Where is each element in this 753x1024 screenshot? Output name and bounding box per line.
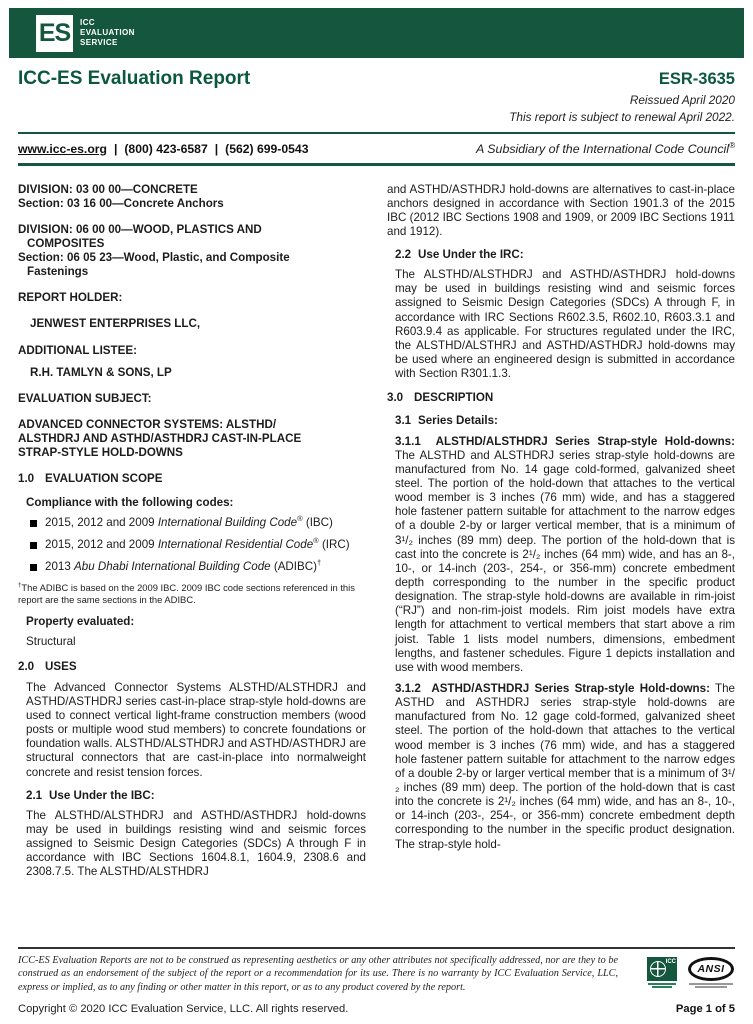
right-column	[387, 183, 735, 887]
section-2-2-heading: 2.2 Use Under the IRC:	[395, 248, 524, 262]
copyright-text: Copyright © 2020 ICC Evaluation Service, LLC. All rights reserved.	[18, 1003, 349, 1015]
masthead-bar	[9, 8, 744, 58]
evaluation-subject-value: ADVANCED CONNECTOR SYSTEMS: ALSTHD/ ALSTHDRJ AND ASTHD/ASTHDRJ CAST-IN-PLACE STRAP-STYLE HOLD-DOWNS	[18, 418, 302, 460]
es-logo-text: ES	[38, 19, 71, 47]
division-wood: DIVISION: 06 00 00—WOOD, PLASTICS AND COMPOSITES Section: 06 05 23—Wood, Plastic, and Composite Fastenings	[18, 222, 290, 279]
code-item-irc: 2015, 2012 and 2009 International Residential Code® (IRC)	[30, 538, 366, 552]
additional-listee-value: R.H. TAMLYN & SONS, LP	[30, 365, 172, 379]
section-3-1-1-paragraph: 3.1.1 ALSTHD/ALSTHDRJ Series Strap-style Hold-downs: The ALSTHD and ALSTHDRJ series strap-style hold-downs are manufactured from No. 14 gage cold-formed, galvanized sheet steel. The portion of the hold-down that attaches to the vertical wood member is 3 inches (76 mm) wide, and has a staggered hole fastener pattern suitable for attachment to the narrow edges of a double 2-by or larger vertical member, that is a minimum of 3¹/₂ inches (89 mm) deep. The portion of the hold-down that is cast into the concrete is 2¹/₂ inches (64 mm) wide, and has an 8-, 10-, or 14-inch (203-, 254-, or 356-mm) concrete embedment depth corresponding to the number in the specific product designation. The strap-style hold-downs are available in rim-joist (“RJ”) and non-rim-joist models. Rim joist models have extra length for attachment to vertical members that start above a rim joist. Table 1 lists model numbers, dimensions, embedment lengths, and fastener schedules. Figure 1 depicts installation and use with wood members.	[395, 434, 735, 674]
section-1-heading: 1.0 EVALUATION SCOPE	[18, 472, 163, 486]
use-ibc-paragraph: The ALSTHD/ALSTHDRJ and ASTHD/ASTHDRJ hold-downs may be used in buildings resisting wind and seismic forces assigned to Seismic Design Categories (SDCs) A through F in accordance with IBC Sections 1604.8.1, 1604.9, 2308.6 and 2308.7.5. The ALSTHD/ALSTHDRJ	[26, 808, 366, 879]
evaluation-subject-label: EVALUATION SUBJECT:	[18, 391, 152, 405]
square-bullet-icon	[30, 542, 37, 549]
subsidiary-tagline: A Subsidiary of the International Code Council®	[476, 140, 735, 156]
additional-listee-label: ADDITIONAL LISTEE:	[18, 343, 137, 357]
page-footer	[18, 947, 735, 1015]
report-holder-value: JENWEST ENTERPRISES LLC,	[30, 317, 201, 331]
square-bullet-icon	[30, 520, 37, 527]
divider	[18, 132, 735, 134]
reissued-date: Reissued April 2020	[629, 93, 735, 107]
phone-local: (562) 699-0543	[225, 142, 309, 156]
use-ibc-continuation-paragraph: and ASTHD/ASTHDRJ hold-downs are alternatives to cast-in-place anchors designed in accordance with Section 1901.3 of the 2015 IBC (2012 IBC Sections 1908 and 1909, or 2009 IBC Sections 1911 and 1912).	[387, 182, 735, 238]
page-number: Page 1 of 5	[675, 1003, 735, 1015]
compliance-heading: Compliance with the following codes:	[26, 495, 234, 509]
phone-tollfree: (800) 423-6587	[124, 142, 208, 156]
code-item-adibc: 2013 Abu Dhabi International Building Code (ADIBC)†	[30, 560, 366, 574]
ansi-logo-caption	[687, 983, 735, 988]
section-2-heading: 2.0 USES	[18, 659, 77, 673]
footer-divider	[18, 947, 735, 948]
section-3-1-heading: 3.1 Series Details:	[395, 414, 498, 428]
division-concrete: DIVISION: 03 00 00—CONCRETE Section: 03 16 00—Concrete Anchors	[18, 182, 224, 210]
icc-accreditation-logo: ICC	[646, 957, 678, 989]
property-evaluated-label: Property evaluated:	[26, 615, 135, 629]
use-irc-paragraph: The ALSTHD/ALSTHDRJ and ASTHD/ASTHDRJ hold-downs may be used in buildings resisting wind and seismic forces assigned to Seismic Design Categories (SDCs) A through F, in accordance with IRC Sections R602.3.5, R602.10, R603.3.1 and R603.9.4 as applicable. For structures regulated under the IRC, the ALSTHD/ALSTHRJ and ASTHD/ASTHDRJ hold-downs may be used where an engineered design is submitted in accordance with Section R301.1.3.	[395, 268, 735, 381]
code-item-ibc: 2015, 2012 and 2009 International Building Code® (IBC)	[30, 516, 366, 530]
section-2-1-heading: 2.1 Use Under the IBC:	[26, 788, 155, 802]
left-column	[18, 183, 366, 887]
globe-icon	[650, 961, 666, 977]
contact-info: www.icc-es.org | (800) 423-6587 | (562) 699-0543	[18, 142, 309, 156]
renewal-notice: This report is subject to renewal April 2022.	[509, 110, 735, 124]
uses-paragraph: The Advanced Connector Systems ALSTHD/ALSTHDRJ and ASTHD/ASTHDRJ series cast-in-place strap-style hold-downs are used to connect vertical light-frame construction members (wood posts or multiple wood stud members) to concrete foundations or foundation walls. ALSTHD/ALSTHDRJ and ASTHD/ASTHDRJ are structural connectors that are cast-in-place into normalweight concrete and resist tension forces.	[26, 680, 366, 779]
section-3-heading: 3.0 DESCRIPTION	[387, 391, 494, 405]
ansi-accreditation-logo: ANSI	[687, 957, 735, 989]
section-3-1-2-paragraph: 3.1.2 ASTHD/ASTHDRJ Series Strap-style Hold-downs: The ASTHD and ASTHDRJ series strap-style hold-downs are manufactured from No. 12 gage cold-formed, galvanized sheet steel. The portion of the hold-down that attaches to the vertical wood member is 3 inches (76 mm) wide, and has a staggered hole fastener pattern suitable for attachment to the narrow edges of a double 2-by or larger vertical member that is a minimum of 3¹/₂ inches (89 mm) deep. The portion of the hold-down that is cast into the concrete is 2¹/₂ inches (64 mm) wide, and has an 8-, 10-, or 14-inch (203-, 254-, or 356-mm) concrete embedment depth corresponding to the number in the specific product designation. The strap-style hold-	[395, 682, 735, 851]
disclaimer-text: ICC-ES Evaluation Reports are not to be construed as representing aesthetics or any other attributes not specifically addressed, nor are they to be construed as an endorsement of the subject of the report or a recommendation for its use. There is no warranty by ICC Evaluation Service, LLC, express or implied, as to any finding or other matter in this report, or as to any product covered by the report.	[18, 954, 618, 993]
property-evaluated-value: Structural	[26, 635, 76, 649]
report-holder-label: REPORT HOLDER:	[18, 291, 123, 305]
divider	[18, 163, 735, 166]
page-title: ICC-ES Evaluation Report	[18, 68, 251, 89]
square-bullet-icon	[30, 564, 37, 571]
es-logo	[36, 15, 73, 52]
icc-logo-caption	[646, 983, 678, 988]
adibc-footnote: †The ADIBC is based on the 2009 IBC. 2009 IBC code sections referenced in this report are the same sections in the ADIBC.	[18, 582, 355, 606]
website-link[interactable]: www.icc-es.org	[18, 142, 107, 156]
report-number: ESR-3635	[658, 70, 735, 88]
icc-evaluation-service-wordmark: ICC EVALUATION SERVICE	[80, 18, 135, 47]
